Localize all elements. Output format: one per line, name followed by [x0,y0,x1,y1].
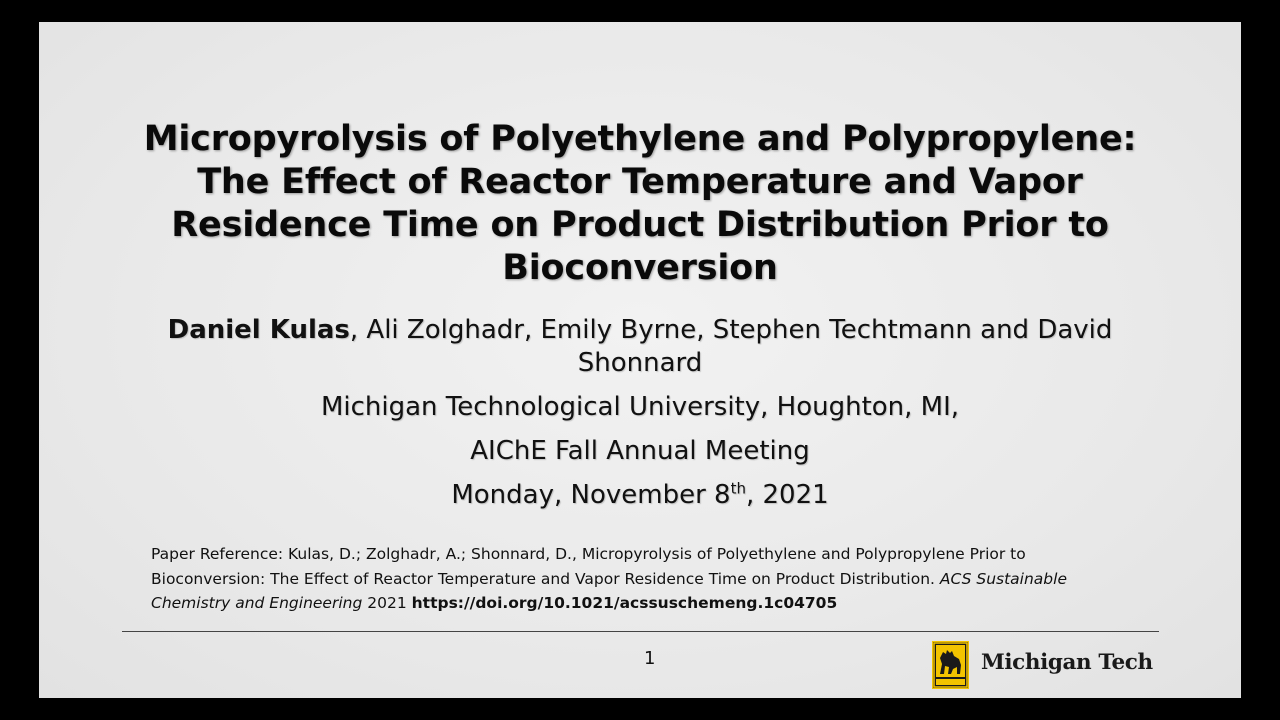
logo-wordmark: Michigan Tech [981,650,1153,675]
reference-doi-link[interactable]: https://doi.org/10.1021/acssuschemeng.1c04705 [411,594,838,612]
presentation-date [39,480,1241,510]
husky-icon [932,641,969,689]
coauthor-names: , Ali Zolghadr, Emily Byrne, Stephen Techtmann and David Shonnard [349,315,1113,378]
affiliation: Michigan Technological University, Houghton, MI, [320,392,960,422]
page-number: 1 [644,648,656,669]
reference-year: 2021 [362,594,412,612]
date-prefix: Monday, November 8 [451,480,731,510]
slide-title [99,118,1181,290]
meeting-name: AIChE Fall Annual Meeting [470,436,810,466]
title-line-3: Residence Time on Product Distribution Prior to [171,205,1109,245]
author-list [159,314,1121,380]
michigan-tech-logo [932,641,1162,689]
title-slide [39,22,1241,698]
paper-reference [151,542,1141,616]
footer-divider [122,631,1159,632]
date-ordinal: th [730,479,746,498]
reference-text: Paper Reference: Kulas, D.; Zolghadr, A.; Shonnard, D., Micropyrolysis of Polyethylene and Polypropylene Prior to Bioconversion: The Effect of Reactor Temperature and Vapor Residence Time on Product Distribution. [151,545,1026,588]
title-line-4: Bioconversion [502,248,778,288]
date-suffix: , 2021 [745,480,829,510]
presenter-name: Daniel Kulas [167,315,350,345]
reference-journal: ACS Sustainable Chemistry and Engineering [151,569,1067,612]
title-line-2: The Effect of Reactor Temperature and Vapor [197,162,1083,202]
title-line-1: Micropyrolysis of Polyethylene and Polypropylene: [143,119,1137,159]
